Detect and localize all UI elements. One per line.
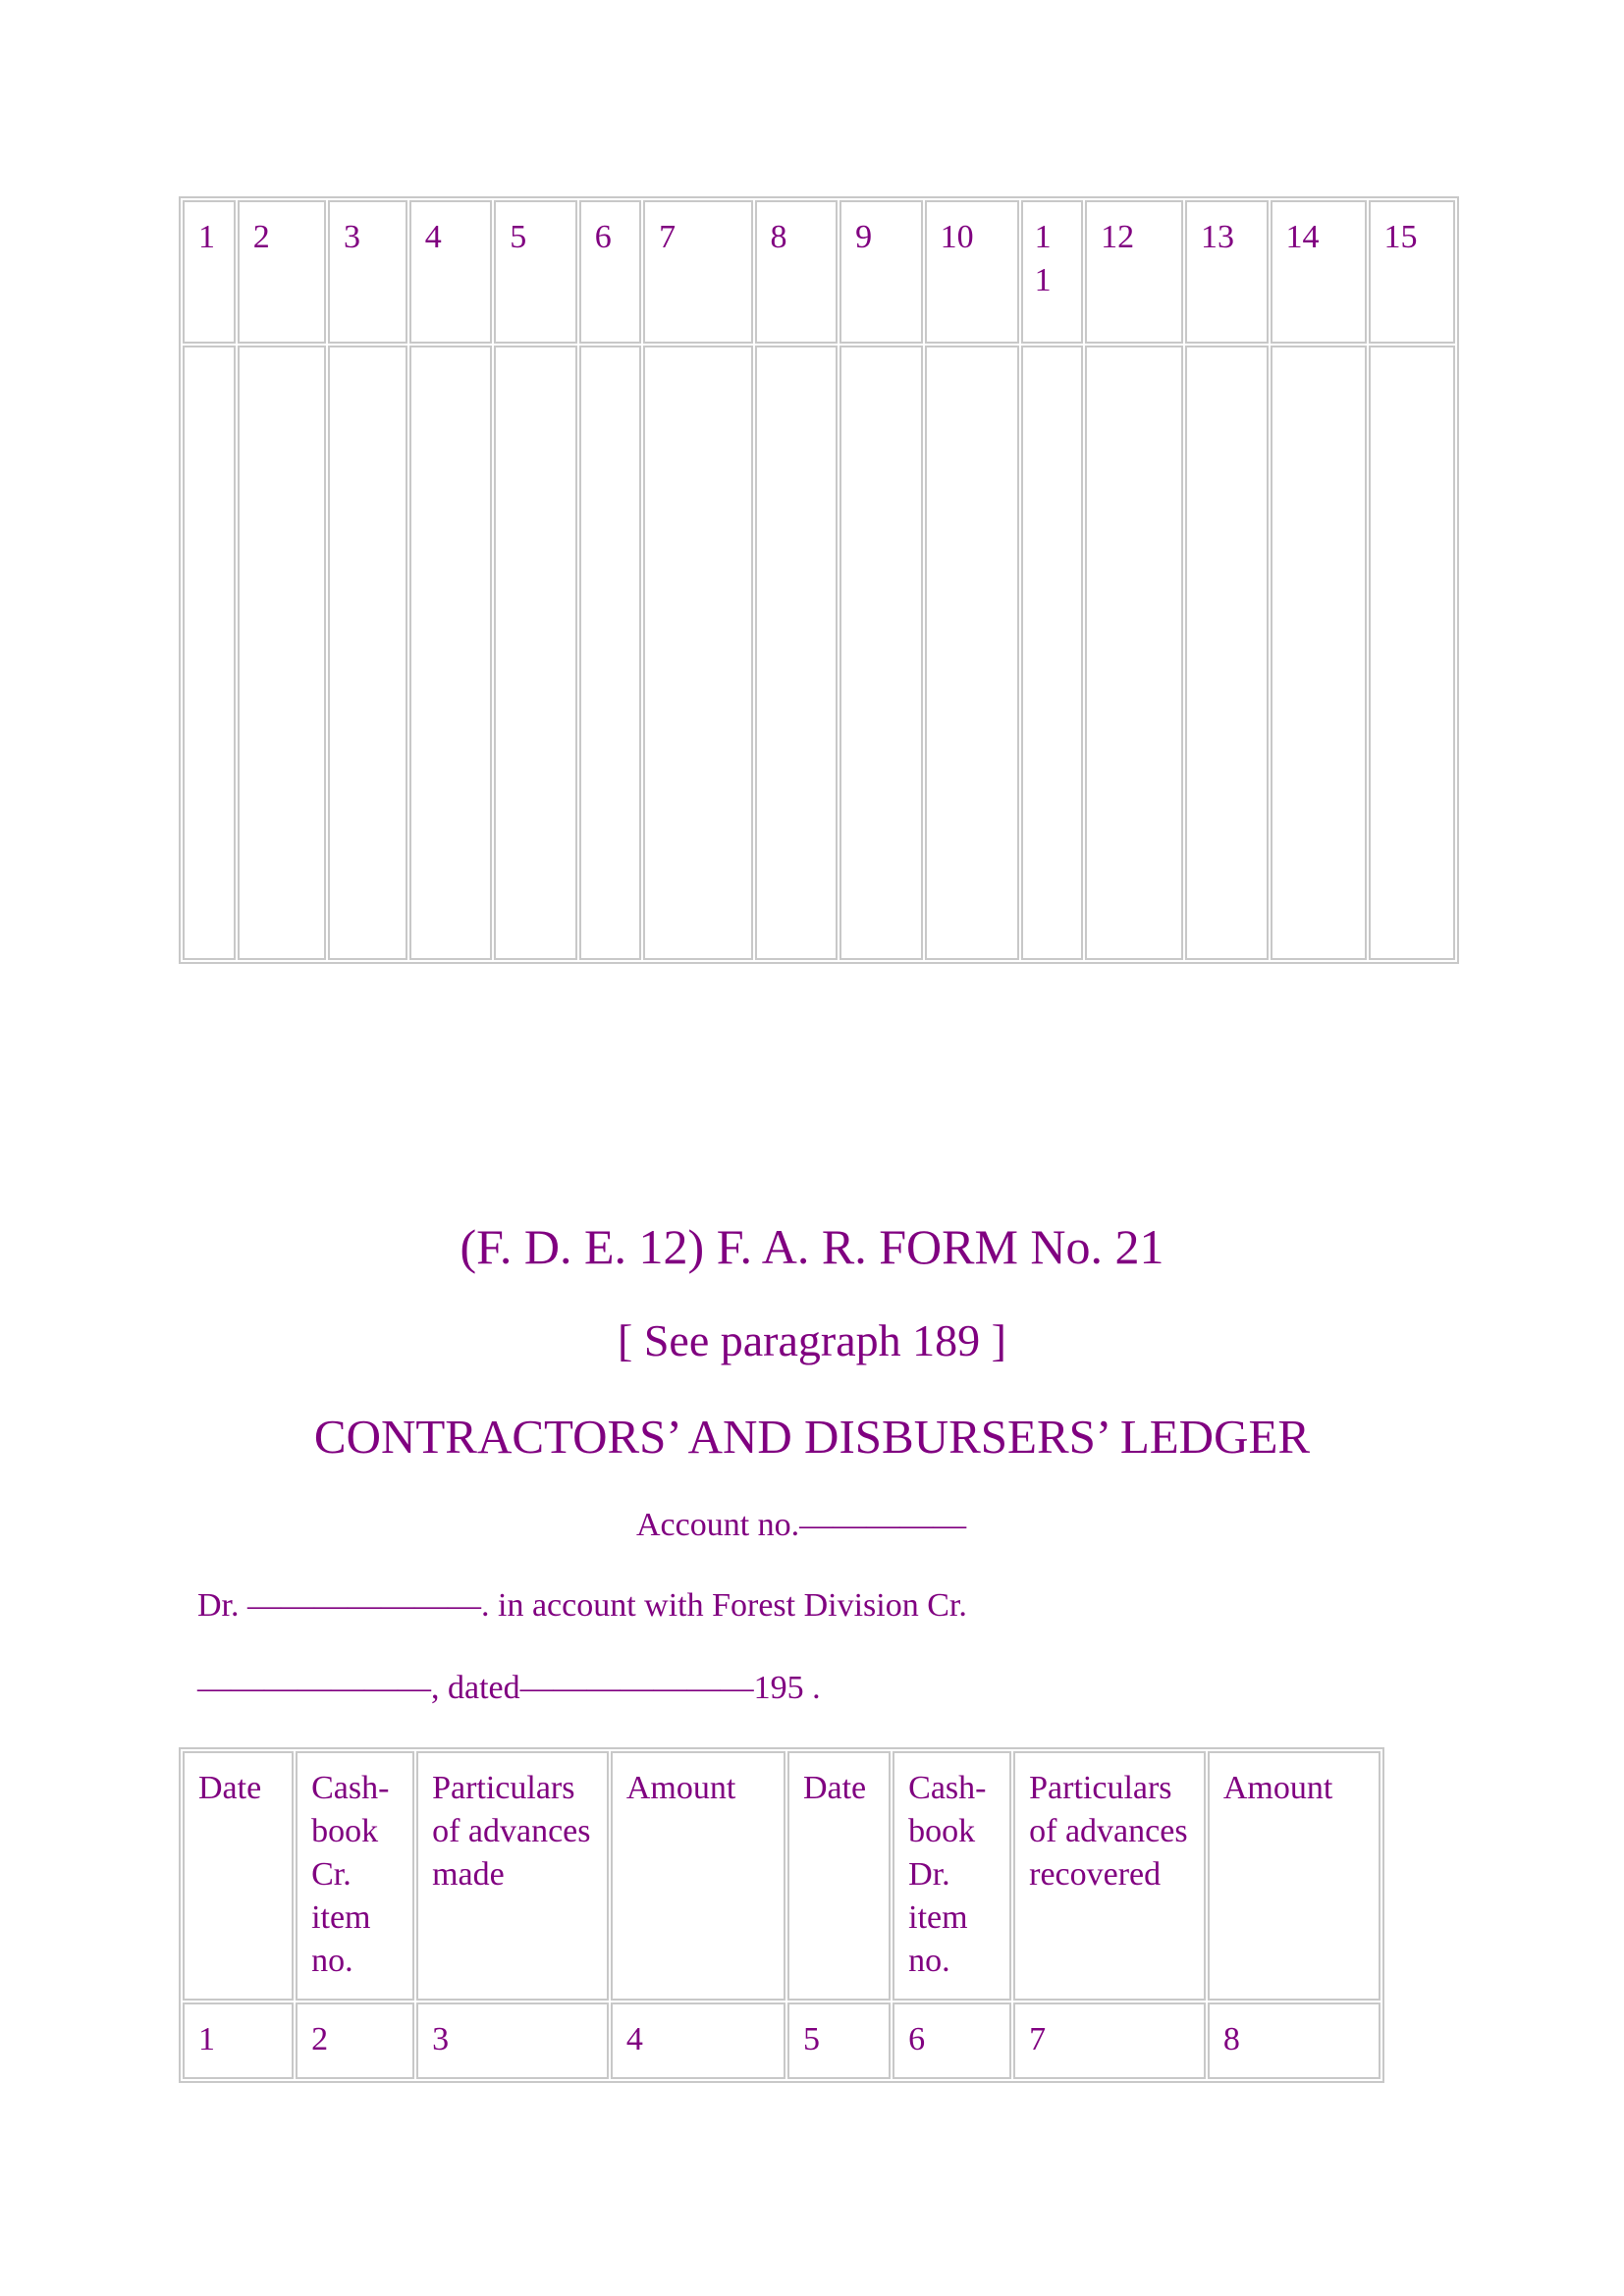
ledger-header-cell: Date: [183, 1751, 294, 2001]
ledger-title: CONTRACTORS’ AND DISBURSERS’ LEDGER: [313, 1410, 1311, 1464]
column-number-cell: 13: [1185, 200, 1269, 344]
ledger-header-row: [183, 1751, 1380, 2001]
column-number-cell: 12: [1085, 200, 1183, 344]
ledger-header-cell: Cash-book Cr. item no.: [296, 1751, 414, 2001]
column-numbers-table: [179, 196, 1459, 964]
ledger-column-number-cell: 3: [416, 2002, 609, 2079]
blank-entry-cell: [1185, 346, 1269, 960]
blank-entry-cell: [328, 346, 407, 960]
blank-entry-cell: [238, 346, 326, 960]
blank-entry-cell: [1369, 346, 1456, 960]
form-subtitle: [ See paragraph 189 ]: [618, 1315, 1006, 1365]
ledger-column-number-row: [183, 2002, 1380, 2079]
ledger-header-cell: Cash-book Dr. item no.: [893, 1751, 1011, 2001]
ledger-column-number-cell: 4: [611, 2002, 785, 2079]
dated-line: ———————, dated———————195 .: [197, 1670, 821, 1706]
blank-entry-cell: [409, 346, 493, 960]
blank-entry-cell: [755, 346, 839, 960]
ledger-header-cell: Date: [787, 1751, 891, 2001]
column-number-cell: 1 1: [1021, 200, 1083, 344]
blank-entry-cell: [839, 346, 923, 960]
column-number-cell: 4: [409, 200, 493, 344]
ledger-header-cell: Amount: [611, 1751, 785, 2001]
blank-entry-row: [183, 346, 1455, 960]
column-number-cell: 5: [494, 200, 577, 344]
column-number-cell: 8: [755, 200, 839, 344]
column-number-cell: 15: [1369, 200, 1456, 344]
debit-account-line: Dr. ———————. in account with Forest Division Cr.: [197, 1587, 967, 1624]
ledger-column-number-cell: 6: [893, 2002, 1011, 2079]
blank-entry-cell: [1271, 346, 1367, 960]
blank-entry-cell: [494, 346, 577, 960]
blank-entry-cell: [183, 346, 236, 960]
column-number-cell: 10: [925, 200, 1019, 344]
column-number-cell: 14: [1271, 200, 1367, 344]
blank-entry-cell: [925, 346, 1019, 960]
ledger-column-number-cell: 1: [183, 2002, 294, 2079]
ledger-column-number-cell: 2: [296, 2002, 414, 2079]
ledger-column-number-cell: 7: [1013, 2002, 1206, 2079]
blank-entry-cell: [643, 346, 752, 960]
ledger-table: [179, 1747, 1384, 2083]
column-number-cell: 2: [238, 200, 326, 344]
blank-entry-cell: [1085, 346, 1183, 960]
column-number-row: [183, 200, 1455, 344]
column-number-cell: 1: [183, 200, 236, 344]
blank-entry-cell: [1021, 346, 1083, 960]
column-number-cell: 7: [643, 200, 752, 344]
column-number-cell: 3: [328, 200, 407, 344]
ledger-column-number-cell: 8: [1208, 2002, 1380, 2079]
ledger-column-number-cell: 5: [787, 2002, 891, 2079]
ledger-header-cell: Particulars of advances made: [416, 1751, 609, 2001]
ledger-header-cell: Particulars of advances recovered: [1013, 1751, 1206, 2001]
column-number-cell: 9: [839, 200, 923, 344]
ledger-header-cell: Amount: [1208, 1751, 1380, 2001]
blank-entry-cell: [579, 346, 641, 960]
column-number-cell: 6: [579, 200, 641, 344]
account-number-line: Account no.—————: [636, 1507, 967, 1543]
form-title: (F. D. E. 12) F. A. R. FORM No. 21: [460, 1219, 1164, 1274]
